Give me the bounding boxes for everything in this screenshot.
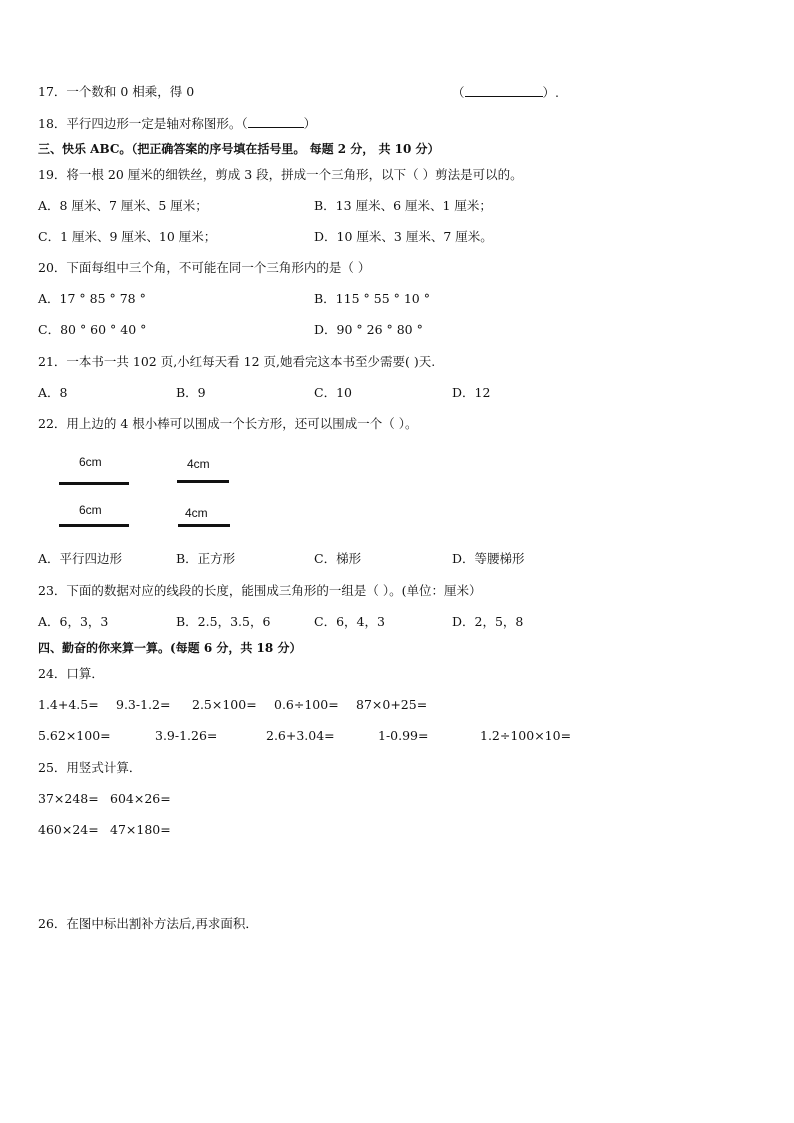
- option-19-b[interactable]: B．13 厘米、6 厘米、1 厘米；: [314, 198, 492, 213]
- question-18-text: 18．平行四边形一定是轴对称图形。（: [38, 116, 248, 131]
- question-23-text: 23．下面的数据对应的线段的长度，能围成三角形的一组是（ ）。(单位：厘米）: [38, 583, 482, 598]
- calc-item: 5.62×100=: [38, 728, 111, 743]
- stick-6cm: [59, 524, 129, 527]
- option-21-b[interactable]: B．9: [176, 385, 206, 400]
- calc-item: 1-0.99=: [378, 728, 429, 743]
- stick-6cm: [59, 482, 129, 485]
- option-23-b[interactable]: B．2.5，3.5，6: [176, 614, 271, 629]
- option-21-c[interactable]: C．10: [314, 385, 352, 400]
- option-20-b[interactable]: B．115 ° 55 ° 10 °: [314, 291, 430, 306]
- question-26-text: 26．在图中标出割补方法后,再求面积．: [38, 916, 258, 931]
- option-23-a[interactable]: A．6，3，3: [38, 614, 109, 629]
- section-4-title: 四、勤奋的你来算一算。(每题 6 分，共 18 分）: [38, 641, 302, 655]
- stick-label: 6cm: [79, 503, 102, 517]
- stick-label: 4cm: [185, 506, 208, 520]
- question-21-text: 21．一本书一共 102 页,小红每天看 12 页,她看完这本书至少需要( )天.: [38, 354, 436, 369]
- option-19-a[interactable]: A．8 厘米、7 厘米、5 厘米；: [38, 198, 208, 213]
- option-19-d[interactable]: D．10 厘米、3 厘米、7 厘米。: [314, 229, 493, 244]
- option-23-c[interactable]: C．6，4，3: [314, 614, 385, 629]
- option-22-b[interactable]: B．正方形: [176, 551, 236, 566]
- question-19-text: 19．将一根 20 厘米的细铁丝，剪成 3 段，拼成一个三角形，以下（ ）剪法是可以的。: [38, 167, 523, 182]
- question-20-text: 20．下面每组中三个角，不可能在同一个三角形内的是（ ）: [38, 260, 371, 275]
- option-23-d[interactable]: D．2，5，8: [452, 614, 524, 629]
- calc-item: 2.6+3.04=: [266, 728, 335, 743]
- answer-blank-18[interactable]: [248, 115, 304, 128]
- question-17-text: 17．一个数和 0 相乘，得 0: [38, 84, 195, 99]
- calc-item: 87×0+25=: [356, 697, 428, 712]
- calc-item: 604×26=: [110, 791, 171, 806]
- answer-blank-17[interactable]: （ ）.: [452, 85, 559, 100]
- calc-item: 37×248=: [38, 791, 99, 806]
- section-3-title: 三、快乐 ABC。（把正确答案的序号填在括号里。 每题 2 分， 共 10 分）: [38, 142, 440, 156]
- calc-item: 9.3-1.2=: [116, 697, 171, 712]
- option-22-a[interactable]: A．平行四边形: [38, 551, 123, 566]
- option-22-d[interactable]: D．等腰梯形: [452, 551, 525, 566]
- calc-item: 460×24=: [38, 822, 99, 837]
- calc-item: 2.5×100=: [192, 697, 257, 712]
- option-21-a[interactable]: A．8: [38, 385, 68, 400]
- stick-4cm: [178, 524, 230, 527]
- calc-item: 0.6÷100=: [274, 697, 339, 712]
- calc-item: 47×180=: [110, 822, 171, 837]
- stick-4cm: [177, 480, 229, 483]
- blank-line[interactable]: [465, 84, 543, 97]
- calc-item: 3.9-1.26=: [155, 728, 218, 743]
- calc-item: 1.2÷100×10=: [480, 728, 572, 743]
- question-17: [38, 84, 194, 100]
- stick-label: 4cm: [187, 457, 210, 471]
- option-22-c[interactable]: C．梯形: [314, 551, 362, 566]
- calc-item: 1.4+4.5=: [38, 697, 99, 712]
- option-21-d[interactable]: D．12: [452, 385, 491, 400]
- option-20-a[interactable]: A．17 ° 85 ° 78 °: [38, 291, 146, 306]
- option-20-d[interactable]: D．90 ° 26 ° 80 °: [314, 322, 423, 337]
- question-24-text: 24．口算．: [38, 666, 104, 681]
- option-20-c[interactable]: C．80 ° 60 ° 40 °: [38, 322, 147, 337]
- stick-label: 6cm: [79, 455, 102, 469]
- question-22-text: 22．用上边的 4 根小棒可以围成一个长方形，还可以围成一个（ ）。: [38, 416, 418, 431]
- option-19-c[interactable]: C．1 厘米、9 厘米、10 厘米；: [38, 229, 217, 244]
- question-18: 18．平行四边形一定是轴对称图形。（ ）: [38, 116, 317, 131]
- question-25-text: 25．用竖式计算．: [38, 760, 142, 775]
